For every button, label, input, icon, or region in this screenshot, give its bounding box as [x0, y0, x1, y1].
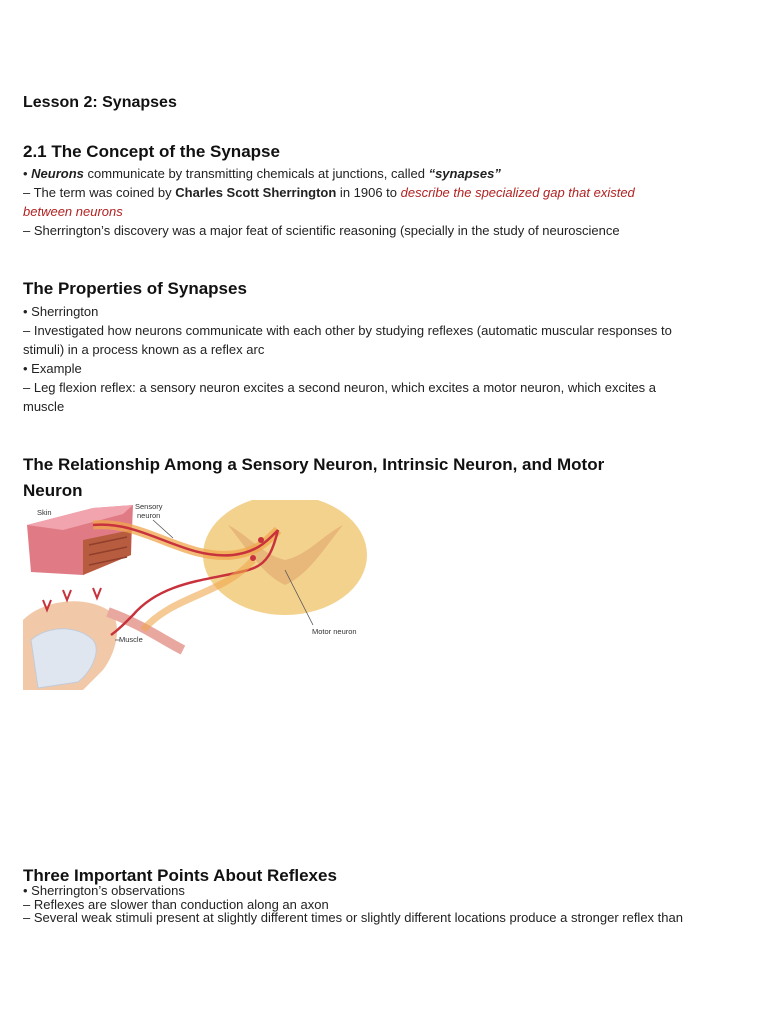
- properties-line: – Leg flexion reflex: a sensory neuron excites a second neuron, which excites a motor neuron, which excites a: [23, 380, 657, 395]
- concept-dash-coined: – The term was coined by Charles Scott Sherrington in 1906 to describe the specialized gap that existed: [23, 185, 635, 200]
- lesson-title: Lesson 2: Synapses: [23, 94, 177, 111]
- section-reflexes-heading: Three Important Points About Reflexes: [23, 866, 337, 885]
- properties-line: • Sherrington: [23, 304, 99, 319]
- sherrington-name: Charles Scott Sherrington: [175, 185, 337, 200]
- properties-line: muscle: [23, 399, 65, 414]
- section-properties-heading: The Properties of Synapses: [23, 279, 247, 298]
- section-concept-heading: 2.1 The Concept of the Synapse: [23, 142, 280, 161]
- properties-line: – Investigated how neurons communicate with each other by studying reflexes (automatic muscular responses to: [23, 323, 672, 338]
- reflexes-line: • Sherrington’s observations: [23, 883, 185, 898]
- concept-dash-discovery: – Sherrington’s discovery was a major feat of scientific reasoning (specially in the study of neuroscience: [23, 223, 620, 238]
- neuron-cell-body: [250, 555, 256, 561]
- arrow-icon: [93, 588, 101, 598]
- arrow-icon: [63, 590, 71, 600]
- definition-highlight: describe the specialized gap that existed: [400, 185, 635, 200]
- label-skin: Skin: [37, 508, 52, 517]
- section-relationship-heading-cont: Neuron: [23, 481, 83, 500]
- properties-line: stimuli) in a process known as a reflex arc: [23, 342, 265, 357]
- section-relationship-heading: The Relationship Among a Sensory Neuron, Intrinsic Neuron, and Motor: [23, 455, 605, 474]
- label-sensory-neuron: Sensory: [135, 502, 163, 511]
- properties-line: • Example: [23, 361, 82, 376]
- label-sensory-neuron-2: neuron: [137, 511, 161, 520]
- label-muscle: Muscle: [119, 635, 143, 644]
- reflex-arc-figure: [23, 500, 368, 690]
- reflexes-line: – Several weak stimuli present at slightly different times or slightly different locations produce a stronger reflex than: [23, 910, 683, 925]
- neuron-cell-body: [258, 537, 264, 543]
- concept-bullet-neurons: • Neurons communicate by transmitting chemicals at junctions, called “synapses”: [23, 166, 501, 181]
- definition-highlight-cont: between neurons: [23, 204, 123, 219]
- neurons-term: Neurons: [31, 166, 84, 181]
- reflexes-line: – Reflexes are slower than conduction along an axon: [23, 897, 329, 912]
- reflex-arc-illustration: [23, 500, 368, 690]
- label-motor-neuron: Motor neuron: [312, 627, 357, 636]
- synapses-term: “synapses”: [428, 166, 501, 181]
